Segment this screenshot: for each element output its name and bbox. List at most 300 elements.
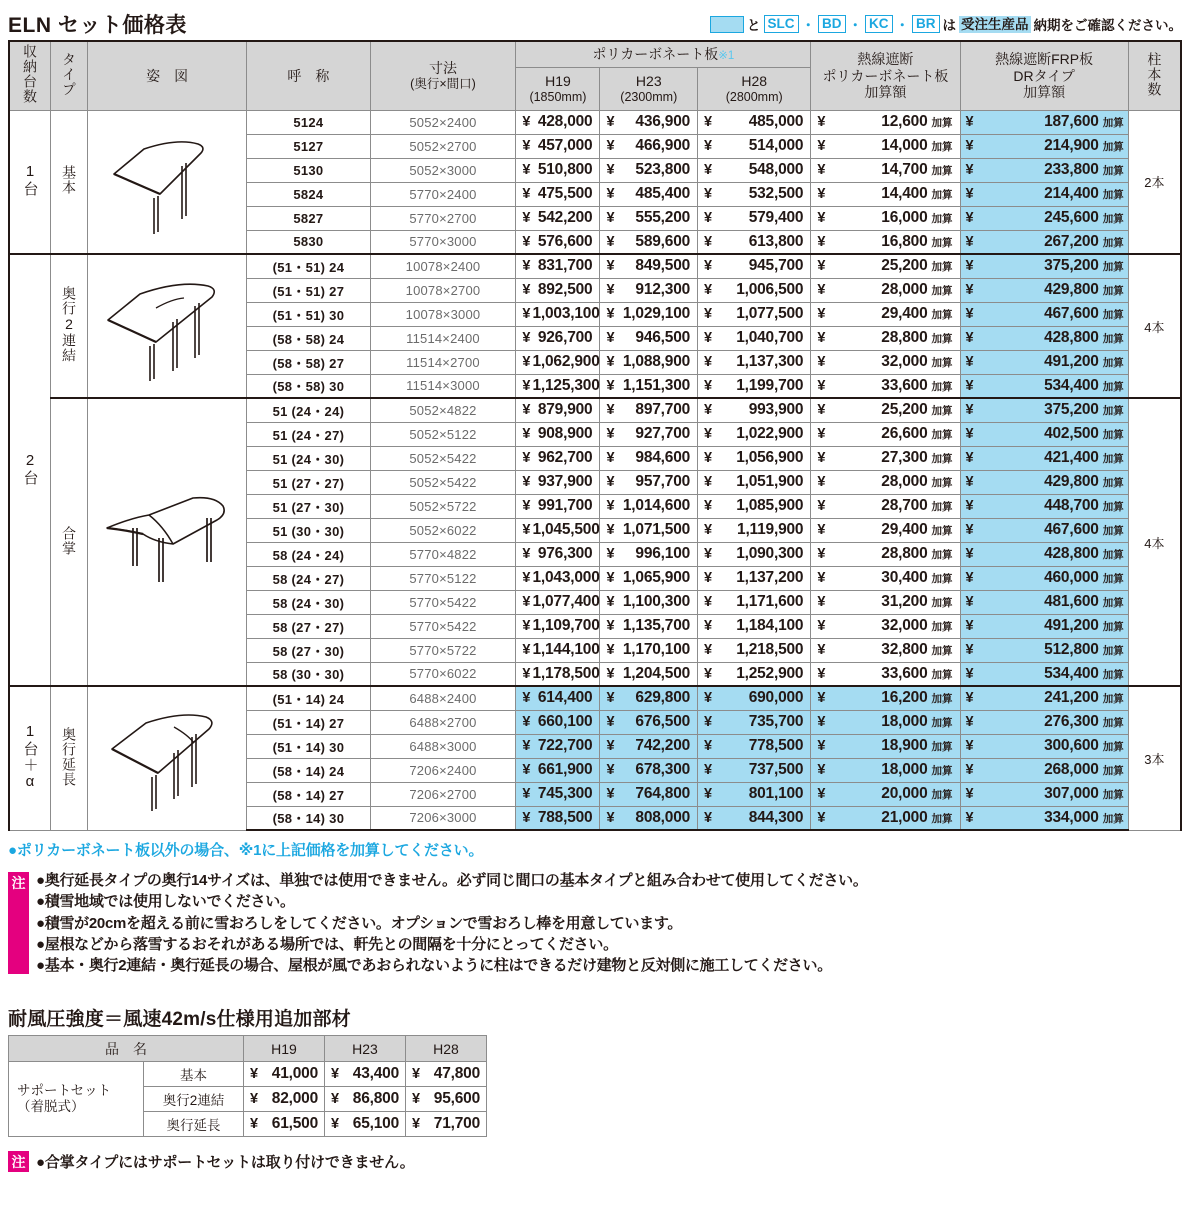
yen-symbol: ¥ [817,450,826,467]
cell-dimensions: 5770×5422 [370,614,516,638]
yen-symbol: ¥ [965,186,974,203]
cell-price-frp-value: 307,000 [1044,785,1099,803]
wind-price-h19 [244,1087,325,1112]
kasan-suffix: 加算 [931,765,953,778]
yen-symbol: ¥ [965,665,974,682]
yen-symbol: ¥ [606,354,615,371]
cell-price-h23 [600,110,698,134]
yen-symbol: ¥ [817,714,826,731]
yen-symbol: ¥ [817,738,826,755]
cell-price-frp [960,662,1128,686]
yen-symbol: ¥ [965,714,974,731]
yen-symbol: ¥ [817,762,826,779]
yen-symbol: ¥ [817,809,826,826]
cell-price-h23-value: 1,071,500 [622,521,691,539]
wind-price-h23 [325,1112,406,1137]
cell-price-heat-poly-value: 18,000 [881,713,928,731]
table-row [9,254,1181,278]
cell-price-frp-value: 214,900 [1044,137,1099,155]
carport-gassho-icon [97,482,237,602]
cell-price-heat-poly-value: 12,600 [881,113,928,131]
kasan-suffix: 加算 [1102,309,1124,322]
cell-price-h23 [600,278,698,302]
header-frp-l3: 加算額 [1023,84,1066,101]
cell-price-h19-value: 661,900 [537,761,593,779]
units-label: 1台＋α [21,722,39,791]
yen-symbol: ¥ [522,138,531,155]
wind-price-h23-value: 65,100 [352,1115,399,1133]
yen-symbol: ¥ [606,162,615,179]
cell-price-h23 [600,446,698,470]
note-item-5: ●基本・奥行2連結・奥行延長の場合、屋根が風であおられないように柱はできるだけ建物と反対側に施工してください。 [36,957,832,975]
yen-symbol: ¥ [704,786,713,803]
yen-symbol: ¥ [965,594,974,611]
cell-price-h19 [516,374,600,398]
cell-dimensions: 11514×2700 [370,350,516,374]
cell-price-h19-value: 576,600 [537,232,593,250]
legend-sep-2: ・ [848,18,862,33]
cell-price-frp [960,302,1128,326]
yen-symbol: ¥ [606,690,615,707]
legend-and-text: と [747,18,761,33]
kasan-suffix: 加算 [931,645,953,658]
cell-post-count: 4本 [1128,254,1181,398]
yen-symbol: ¥ [965,450,974,467]
yen-symbol: ¥ [965,330,974,347]
cell-price-h28 [698,782,811,806]
cell-model-name: 5127 [247,134,370,158]
table-body [9,110,1181,830]
cell-price-h28 [698,158,811,182]
header-h28-label: H28 [741,73,768,90]
kasan-suffix: 加算 [1102,261,1124,274]
cell-model-name: (51・14) 24 [247,686,370,710]
yen-symbol: ¥ [965,114,974,131]
yen-symbol: ¥ [704,258,713,275]
cell-price-frp-value: 375,200 [1044,257,1099,275]
cell-price-h28 [698,710,811,734]
yen-symbol: ¥ [704,809,713,826]
header-h28 [698,68,811,110]
note-item-3: ●積雪が20cmを超える前に雪おろしをしてください。オプションで雪おろし棒を用意しています。 [36,914,683,932]
yen-symbol: ¥ [704,162,713,179]
yen-symbol: ¥ [704,474,713,491]
cell-price-heat-poly [811,494,960,518]
cell-price-h28-value: 1,119,900 [737,521,804,539]
cell-price-heat-poly-value: 25,200 [881,401,928,419]
cell-dimensions: 10078×2700 [370,278,516,302]
yen-symbol: ¥ [704,377,713,394]
cell-price-h23-value: 523,800 [635,161,691,179]
cell-price-frp [960,374,1128,398]
cell-dimensions: 5770×3000 [370,230,516,254]
cell-figure-carport-extend [87,686,246,830]
cell-price-h19-value: 831,700 [537,257,593,275]
cell-price-h28 [698,686,811,710]
cell-price-h28-value: 548,000 [748,161,804,179]
cell-model-name: 51 (24・30) [247,446,370,470]
cell-price-heat-poly-value: 20,000 [881,785,928,803]
wind-price-h28 [406,1112,487,1137]
yen-symbol: ¥ [606,594,615,611]
wind-subtype: 奥行延長 [144,1112,244,1137]
cell-price-heat-poly-value: 32,000 [881,353,928,371]
cell-price-h19-value: 510,800 [537,161,593,179]
kasan-suffix: 加算 [1102,189,1124,202]
header-group-poly-ref: ※1 [718,49,735,62]
cell-price-h28-value: 1,040,700 [736,329,804,347]
cell-price-frp [960,806,1128,830]
kasan-suffix: 加算 [931,117,953,130]
yen-symbol: ¥ [817,426,826,443]
wind-price-h28 [406,1062,487,1087]
cell-price-heat-poly-value: 32,000 [881,617,928,635]
cell-price-frp-value: 428,800 [1044,329,1099,347]
wind-price-h28-value: 71,700 [433,1115,480,1133]
yen-symbol: ¥ [965,258,974,275]
cell-price-heat-poly-value: 28,000 [881,473,928,491]
yen-symbol: ¥ [522,186,531,203]
header-h19-sub: (1850mm) [529,89,587,104]
cell-price-h19-value: 879,900 [537,401,593,419]
cell-price-h23-value: 1,170,100 [622,641,691,659]
wind-price-h19 [244,1112,325,1137]
cell-price-h28-value: 1,077,500 [736,305,804,323]
type-label: 奥行2連結 [60,286,77,364]
kasan-suffix: 加算 [931,693,953,706]
yen-symbol: ¥ [522,546,531,563]
cell-price-heat-poly-value: 29,400 [881,521,928,539]
kasan-suffix: 加算 [1102,165,1124,178]
cell-model-name: (58・14) 30 [247,806,370,830]
cell-price-h28 [698,518,811,542]
yen-symbol: ¥ [965,402,974,419]
type-label: 合掌 [60,525,77,556]
yen-symbol: ¥ [606,474,615,491]
yen-symbol: ¥ [606,498,615,515]
yen-symbol: ¥ [522,306,531,323]
cell-price-frp-value: 214,400 [1044,185,1099,203]
yen-symbol: ¥ [704,642,713,659]
cell-price-frp [960,182,1128,206]
yen-symbol: ¥ [606,642,615,659]
legend-color-swatch [710,16,744,33]
cell-price-h28 [698,134,811,158]
cell-price-h28-value: 579,400 [748,209,804,227]
wind-table-row [9,1062,487,1087]
cell-dimensions: 6488×2400 [370,686,516,710]
cell-price-h28-value: 1,006,500 [736,281,804,299]
cell-price-h19-value: 788,500 [537,808,593,826]
cell-price-heat-poly-value: 28,700 [881,497,928,515]
kasan-suffix: 加算 [1102,141,1124,154]
legend-sep-1: ・ [801,18,815,33]
cell-price-heat-poly-value: 33,600 [881,664,928,682]
cell-price-heat-poly-value: 27,300 [881,449,928,467]
yen-symbol: ¥ [817,186,826,203]
cell-dimensions: 11514×3000 [370,374,516,398]
yen-symbol: ¥ [704,354,713,371]
cell-price-h19-value: 1,003,100 [532,305,600,323]
cell-model-name: 58 (27・27) [247,614,370,638]
cell-price-heat-poly [811,638,960,662]
cell-price-h28-value: 844,300 [748,808,804,826]
cell-price-heat-poly [811,206,960,230]
cell-price-h28-value: 1,022,900 [736,425,804,443]
cell-price-h23 [600,230,698,254]
kasan-suffix: 加算 [931,236,953,249]
kasan-suffix: 加算 [1102,405,1124,418]
cell-price-h23-value: 897,700 [635,401,691,419]
cell-price-h23-value: 912,300 [635,281,691,299]
header-h23-label: H23 [635,73,662,90]
cell-price-h19 [516,206,600,230]
cell-price-h28 [698,110,811,134]
cell-price-h28 [698,374,811,398]
cell-price-h19 [516,182,600,206]
cell-type-3 [50,686,87,830]
cell-price-h23-value: 1,151,300 [622,376,691,394]
yen-symbol: ¥ [606,714,615,731]
cell-price-h28 [698,638,811,662]
cell-price-frp [960,158,1128,182]
header-h19-label: H19 [545,73,571,90]
cell-price-h23 [600,614,698,638]
type-label: 基本 [60,165,77,196]
yen-symbol: ¥ [817,690,826,707]
wind-price-h19-value: 41,000 [271,1065,318,1083]
cell-price-h28-value: 1,199,700 [736,376,804,394]
cell-price-heat-poly [811,806,960,830]
cell-price-heat-poly [811,470,960,494]
header-type: タイプ [50,41,87,110]
cell-price-h23-value: 555,200 [635,209,691,227]
kasan-suffix: 加算 [931,741,953,754]
cell-price-h19-value: 542,200 [537,209,593,227]
yen-symbol: ¥ [522,642,531,659]
yen-symbol: ¥ [606,570,615,587]
yen-symbol: ¥ [606,618,615,635]
cell-dimensions: 7206×2700 [370,782,516,806]
yen-symbol: ¥ [817,594,826,611]
units-label: 2台 [21,451,39,486]
cell-price-h19 [516,110,600,134]
yen-symbol: ¥ [522,594,531,611]
yen-symbol: ¥ [817,282,826,299]
cell-price-h23 [600,806,698,830]
yen-symbol: ¥ [704,594,713,611]
cell-price-h28-value: 532,500 [748,185,804,203]
kasan-suffix: 加算 [1102,765,1124,778]
legend-code-slc: SLC [764,15,799,33]
wind-note-block [8,1151,1190,1172]
cell-price-frp-value: 300,600 [1044,737,1099,755]
kasan-suffix: 加算 [1102,501,1124,514]
cell-price-heat-poly [811,566,960,590]
cell-price-heat-poly [811,446,960,470]
cell-model-name: 51 (24・27) [247,422,370,446]
page-title: ELN セット価格表 [8,14,187,37]
yen-symbol: ¥ [522,570,531,587]
header-frp-l1: 熱線遮断FRP板 [995,50,1094,67]
kasan-suffix: 加算 [1102,477,1124,490]
yen-symbol: ¥ [817,233,826,250]
cell-price-h23 [600,398,698,422]
header-posts: 柱本数 [1128,41,1181,110]
kasan-suffix: 加算 [931,333,953,346]
yen-symbol: ¥ [704,738,713,755]
yen-symbol: ¥ [965,377,974,394]
kasan-suffix: 加算 [931,573,953,586]
yen-symbol: ¥ [704,282,713,299]
cell-dimensions: 7206×2400 [370,758,516,782]
cell-price-h19 [516,590,600,614]
yen-symbol: ¥ [704,402,713,419]
cell-price-h19 [516,662,600,686]
cell-price-frp [960,782,1128,806]
yen-symbol: ¥ [412,1066,421,1083]
yen-symbol: ¥ [704,210,713,227]
cell-price-frp-value: 245,600 [1044,209,1099,227]
cell-dimensions: 6488×3000 [370,734,516,758]
cell-price-heat-poly-value: 18,000 [881,761,928,779]
cell-price-h28-value: 945,700 [748,257,804,275]
kasan-suffix: 加算 [1102,357,1124,370]
cell-post-count: 3本 [1128,686,1181,830]
yen-symbol: ¥ [522,665,531,682]
cell-price-h28 [698,806,811,830]
yen-symbol: ¥ [704,762,713,779]
yen-symbol: ¥ [704,570,713,587]
yen-symbol: ¥ [965,233,974,250]
header-h19 [516,68,600,110]
yen-symbol: ¥ [704,306,713,323]
cell-price-h19 [516,254,600,278]
kasan-suffix: 加算 [931,141,953,154]
cell-price-h23-value: 1,088,900 [622,353,691,371]
wind-price-h19-value: 61,500 [271,1115,318,1133]
yen-symbol: ¥ [817,354,826,371]
yen-symbol: ¥ [704,546,713,563]
cell-price-frp-value: 534,400 [1044,376,1099,394]
legend-bar [710,14,1182,36]
cell-price-heat-poly-value: 28,000 [881,281,928,299]
cell-price-h23-value: 436,900 [635,113,691,131]
yen-symbol: ¥ [965,138,974,155]
cell-price-frp-value: 187,600 [1044,113,1099,131]
yen-symbol: ¥ [704,186,713,203]
yen-symbol: ¥ [817,546,826,563]
cell-price-heat-poly [811,230,960,254]
cell-figure-carport-gassho [87,398,246,686]
wind-note-tag-badge: 注 [8,1151,29,1172]
yen-symbol: ¥ [522,377,531,394]
cell-price-frp [960,686,1128,710]
kasan-suffix: 加算 [931,501,953,514]
cell-price-h23 [600,518,698,542]
yen-symbol: ¥ [606,450,615,467]
cell-price-heat-poly [811,710,960,734]
cell-price-h28 [698,566,811,590]
cell-price-h28 [698,230,811,254]
kasan-suffix: 加算 [931,357,953,370]
wind-price-h23 [325,1062,406,1087]
kasan-suffix: 加算 [1102,333,1124,346]
yen-symbol: ¥ [522,402,531,419]
cell-dimensions: 5770×4822 [370,542,516,566]
yen-symbol: ¥ [817,306,826,323]
cell-type-2 [50,398,87,686]
cell-price-frp [960,518,1128,542]
cell-price-h19-value: 1,077,400 [532,593,600,611]
cell-price-heat-poly-value: 16,000 [881,209,928,227]
header-heat-poly-l1: 熱線遮断 [857,50,914,67]
yen-symbol: ¥ [522,330,531,347]
yen-symbol: ¥ [606,426,615,443]
yen-symbol: ¥ [704,330,713,347]
yen-symbol: ¥ [606,522,615,539]
cell-price-h23-value: 678,300 [635,761,691,779]
cell-price-h19 [516,782,600,806]
cell-price-h28 [698,446,811,470]
cell-model-name: 58 (27・30) [247,638,370,662]
yen-symbol: ¥ [606,258,615,275]
kasan-suffix: 加算 [931,668,953,681]
cell-price-h23-value: 946,500 [635,329,691,347]
cell-dimensions: 5770×5422 [370,590,516,614]
cell-price-h28-value: 1,252,900 [736,664,804,682]
cell-price-frp-value: 375,200 [1044,401,1099,419]
cell-price-h19 [516,758,600,782]
kasan-suffix: 加算 [1102,789,1124,802]
wind-product-line2: （着脱式） [17,1099,85,1115]
cell-price-h23-value: 849,500 [635,257,691,275]
cell-price-h19 [516,350,600,374]
cell-price-h19 [516,686,600,710]
cell-price-frp-value: 491,200 [1044,617,1099,635]
cell-price-h23-value: 984,600 [635,449,691,467]
cell-price-h23-value: 589,600 [635,232,691,250]
yen-symbol: ¥ [704,498,713,515]
yen-symbol: ¥ [965,809,974,826]
header-name: 呼 称 [247,41,370,110]
carport-extend-icon [102,699,232,817]
yen-symbol: ¥ [412,1116,421,1133]
kasan-suffix: 加算 [931,477,953,490]
cell-price-h23 [600,134,698,158]
yen-symbol: ¥ [965,642,974,659]
cell-price-h28 [698,398,811,422]
cell-price-heat-poly [811,302,960,326]
kasan-suffix: 加算 [931,717,953,730]
cell-price-frp [960,542,1128,566]
cell-price-heat-poly [811,398,960,422]
cell-price-frp-value: 467,600 [1044,305,1099,323]
cell-model-name: 58 (24・30) [247,590,370,614]
yen-symbol: ¥ [817,642,826,659]
wind-price-h28 [406,1087,487,1112]
cell-model-name: (58・14) 24 [247,758,370,782]
cell-price-h28-value: 514,000 [748,137,804,155]
cell-dimensions: 5052×5422 [370,446,516,470]
cell-price-frp [960,422,1128,446]
cell-price-heat-poly-value: 16,800 [881,232,928,250]
cell-price-frp [960,254,1128,278]
cell-price-h23 [600,422,698,446]
cell-price-heat-poly [811,134,960,158]
cell-model-name: 5824 [247,182,370,206]
cell-price-h19 [516,134,600,158]
